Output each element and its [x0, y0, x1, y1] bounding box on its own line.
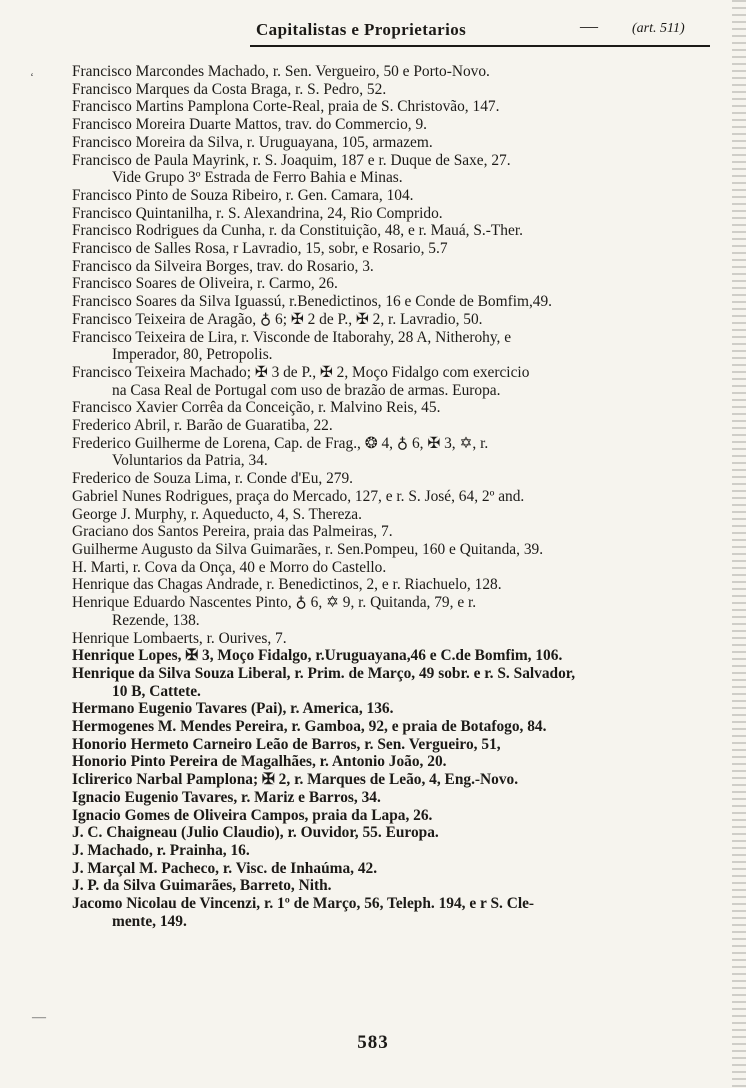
directory-entry: Francisco Moreira Duarte Mattos, trav. do Commercio, 9.	[72, 116, 428, 134]
header-article-ref: (art. 511)	[632, 21, 685, 36]
directory-entry-continuation: na Casa Real de Portugal com uso de brazão de armas. Europa.	[112, 381, 501, 399]
directory-entry: Henrique Lombaerts, r. Ourives, 7.	[72, 629, 287, 647]
directory-entry: Henrique da Silva Souza Liberal, r. Prim. de Março, 49 sobr. e r. S. Salvador,	[72, 664, 576, 682]
directory-entry: Francisco Teixeira Machado; ✠ 3 de P., ✠ 2, Moço Fidalgo com exercicio	[72, 363, 530, 381]
directory-entry: Ignacio Gomes de Oliveira Campos, praia da Lapa, 26.	[72, 806, 433, 824]
directory-entry: Francisco Pinto de Souza Ribeiro, r. Gen. Camara, 104.	[72, 186, 414, 204]
entry-list	[72, 63, 722, 930]
directory-entry: Francisco Quintanilha, r. S. Alexandrina, 24, Rio Comprido.	[72, 204, 443, 222]
header-dash: —	[580, 16, 598, 36]
directory-entry: Francisco Teixeira de Aragão, ♁ 6; ✠ 2 de P., ✠ 2, r. Lavradio, 50.	[72, 310, 483, 328]
directory-entry-continuation: Vide Grupo 3º Estrada de Ferro Bahia e Minas.	[112, 169, 403, 187]
directory-entry: Francisco de Salles Rosa, r Lavradio, 15, sobr, e Rosario, 5.7	[72, 240, 448, 258]
directory-entry: Frederico Guilherme de Lorena, Cap. de Frag., ❂ 4, ♁ 6, ✠ 3, ✡, r.	[72, 434, 489, 452]
directory-entry: Henrique Eduardo Nascentes Pinto, ♁ 6, ✡ 9, r. Quitanda, 79, e r.	[72, 594, 477, 612]
directory-entry-continuation: Rezende, 138.	[112, 611, 200, 629]
directory-entry: Frederico Abril, r. Barão de Guaratiba, 22.	[72, 417, 333, 435]
directory-entry: Francisco Soares de Oliveira, r. Carmo, 26.	[72, 275, 338, 293]
directory-entry: H. Marti, r. Cova da Onça, 40 e Morro do Castello.	[72, 558, 387, 576]
directory-entry: Henrique das Chagas Andrade, r. Benedictinos, 2, e r. Riachuelo, 128.	[72, 576, 502, 594]
header-rule	[250, 45, 710, 47]
directory-entry-continuation: Voluntarios da Patria, 34.	[112, 452, 268, 470]
running-header	[250, 16, 720, 46]
directory-entry: George J. Murphy, r. Aqueducto, 4, S. Thereza.	[72, 505, 362, 523]
directory-entry: Francisco Teixeira de Lira, r. Visconde de Itaborahy, 28 A, Nitherohy, e	[72, 328, 512, 346]
directory-entry: J. Machado, r. Prainha, 16.	[72, 841, 250, 859]
directory-entry: Guilherme Augusto da Silva Guimarães, r. Sen.Pompeu, 160 e Quitanda, 39.	[72, 540, 544, 558]
directory-entry: J. P. da Silva Guimarães, Barreto, Nith.	[72, 877, 332, 895]
page-edge-noise	[732, 0, 746, 1088]
directory-entry: Iclirerico Narbal Pamplona; ✠ 2, r. Marques de Leão, 4, Eng.-Novo.	[72, 771, 519, 789]
directory-entry: Francisco de Paula Mayrink, r. S. Joaquim, 187 e r. Duque de Saxe, 27.	[72, 151, 511, 169]
directory-entry: J. C. Chaigneau (Julio Claudio), r. Ouvidor, 55. Europa.	[72, 824, 439, 842]
directory-entry: Jacomo Nicolau de Vincenzi, r. 1º de Março, 56, Teleph. 194, e r S. Cle-	[72, 895, 535, 913]
margin-tick: —	[32, 1010, 46, 1025]
directory-entry: Francisco Marcondes Machado, r. Sen. Vergueiro, 50 e Porto-Novo.	[72, 63, 490, 80]
directory-entry: Francisco da Silveira Borges, trav. do Rosario, 3.	[72, 257, 374, 275]
directory-entry: Graciano dos Santos Pereira, praia das Palmeiras, 7.	[72, 523, 393, 541]
directory-entry: Francisco Soares da Silva Iguassú, r.Benedictinos, 16 e Conde de Bomfim,49.	[72, 293, 553, 311]
directory-entry: Francisco Rodrigues da Cunha, r. da Constituição, 48, e r. Mauá, S.-Ther.	[72, 222, 523, 240]
page-number: 583	[357, 1032, 389, 1053]
directory-entry: Hermogenes M. Mendes Pereira, r. Gamboa, 92, e praia de Botafogo, 84.	[72, 718, 547, 736]
directory-entry: Ignacio Eugenio Tavares, r. Mariz e Barros, 34.	[72, 788, 381, 806]
directory-entry-continuation: Imperador, 80, Petropolis.	[112, 346, 273, 364]
directory-entry: Gabriel Nunes Rodrigues, praça do Mercado, 127, e r. S. José, 64, 2º and.	[72, 487, 525, 505]
directory-entry: Francisco Marques da Costa Braga, r. S. Pedro, 52.	[72, 80, 387, 98]
directory-entry: Francisco Martins Pamplona Corte-Real, praia de S. Christovão, 147.	[72, 98, 500, 116]
directory-entry-continuation: 10 B, Cattete.	[112, 682, 201, 700]
directory-entry: J. Marçal M. Pacheco, r. Visc. de Inhaúma, 42.	[72, 859, 378, 877]
directory-entry: Frederico de Souza Lima, r. Conde d'Eu, 279.	[72, 470, 354, 488]
margin-mark: ‘	[30, 70, 34, 84]
directory-entry: Hermano Eugenio Tavares (Pai), r. America, 136.	[72, 700, 394, 718]
directory-entry: Francisco Xavier Corrêa da Conceição, r. Malvino Reis, 45.	[72, 399, 441, 417]
header-title: Capitalistas e Proprietarios	[256, 20, 467, 39]
directory-entry: Henrique Lopes, ✠ 3, Moço Fidalgo, r.Uruguayana,46 e C.de Bomfim, 106.	[72, 647, 563, 665]
directory-entry-continuation: mente, 149.	[112, 912, 187, 930]
directory-entry: Honorio Hermeto Carneiro Leão de Barros, r. Sen. Vergueiro, 51,	[72, 735, 501, 753]
directory-entry: Honorio Pinto Pereira de Magalhães, r. Antonio João, 20.	[72, 753, 447, 771]
directory-entry: Francisco Moreira da Silva, r. Uruguayana, 105, armazem.	[72, 133, 433, 151]
